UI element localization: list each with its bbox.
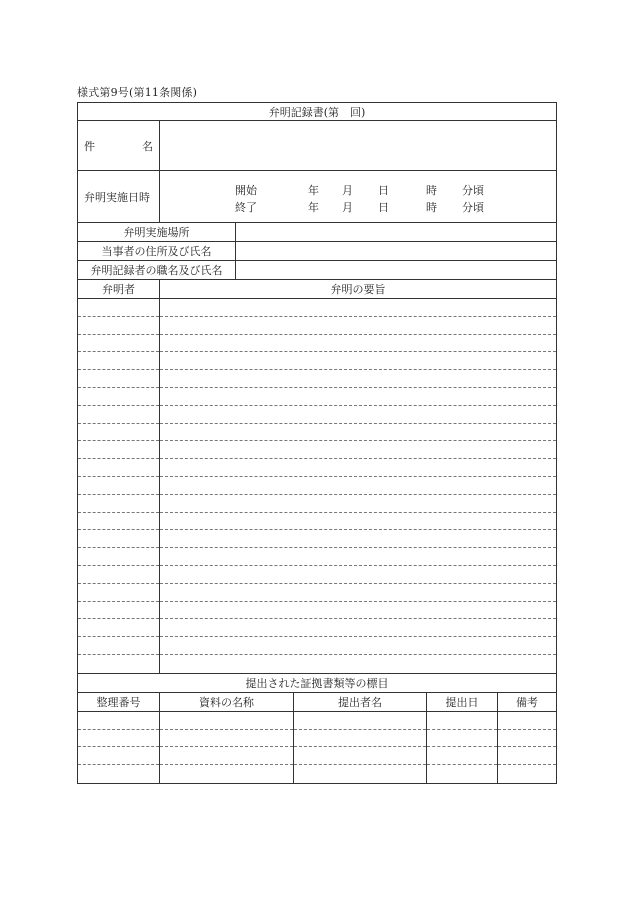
writing-line[interactable]	[160, 530, 556, 548]
writing-line[interactable]	[78, 352, 159, 370]
writing-line[interactable]	[78, 459, 159, 477]
end-month-unit: 月	[342, 201, 353, 214]
location-field[interactable]	[236, 223, 556, 241]
writing-line[interactable]	[160, 712, 293, 730]
writing-line[interactable]	[160, 730, 293, 748]
datetime-label: 弁明実施日時	[78, 171, 160, 222]
writing-line[interactable]	[160, 602, 556, 620]
location-label: 弁明実施場所	[78, 223, 236, 241]
start-year-unit: 年	[308, 184, 319, 197]
writing-line[interactable]	[427, 712, 497, 730]
writing-line[interactable]	[78, 730, 159, 748]
writing-line[interactable]	[160, 441, 556, 459]
writing-line[interactable]	[294, 712, 426, 730]
writing-line[interactable]	[160, 299, 556, 317]
subject-label	[78, 121, 160, 170]
writing-line[interactable]	[78, 765, 159, 783]
writing-line[interactable]	[78, 712, 159, 730]
recorder-label: 弁明記録者の職名及び氏名	[78, 261, 236, 279]
writing-line[interactable]	[498, 712, 556, 730]
writing-line[interactable]	[78, 619, 159, 637]
location-row	[78, 223, 556, 242]
summary-header: 弁明の要旨	[330, 283, 386, 296]
writing-line[interactable]	[160, 495, 556, 513]
writing-line[interactable]	[160, 655, 556, 673]
subject-field[interactable]	[160, 121, 556, 170]
evidence-col-submitter: 提出者名	[294, 693, 427, 711]
evidence-title: 提出された証拠書類等の標目	[78, 674, 556, 693]
writing-line[interactable]	[78, 424, 159, 442]
recorder-field[interactable]	[236, 261, 556, 279]
writing-line[interactable]	[78, 548, 159, 566]
evidence-header-row	[78, 693, 556, 712]
summary-column[interactable]	[160, 299, 556, 673]
statement-header-row	[78, 280, 556, 299]
evidence-col-date: 提出日	[427, 693, 498, 711]
evidence-col-number: 整理番号	[78, 693, 160, 711]
writing-line[interactable]	[78, 655, 159, 673]
writing-line[interactable]	[78, 299, 159, 317]
writing-line[interactable]	[78, 335, 159, 353]
writing-line[interactable]	[498, 765, 556, 783]
end-hour-unit: 時	[426, 201, 437, 214]
writing-line[interactable]	[78, 370, 159, 388]
end-minute-unit: 分頃	[462, 201, 484, 214]
writing-line[interactable]	[427, 747, 497, 765]
writing-line[interactable]	[78, 388, 159, 406]
writing-line[interactable]	[78, 530, 159, 548]
writing-line[interactable]	[78, 513, 159, 531]
speaker-header: 弁明者	[78, 280, 160, 298]
party-field[interactable]	[236, 242, 556, 260]
writing-line[interactable]	[78, 477, 159, 495]
writing-line[interactable]	[78, 406, 159, 424]
writing-line[interactable]	[78, 317, 159, 335]
writing-line[interactable]	[78, 566, 159, 584]
start-label: 開始	[235, 184, 257, 197]
start-day-unit: 日	[378, 184, 389, 197]
writing-line[interactable]	[160, 424, 556, 442]
subject-label-right: 名	[142, 139, 153, 153]
evidence-remarks-column[interactable]	[498, 712, 556, 783]
statement-lines	[78, 299, 556, 674]
end-label: 終了	[235, 201, 257, 214]
subject-label-left: 件	[84, 139, 95, 153]
writing-line[interactable]	[160, 477, 556, 495]
end-day-unit: 日	[378, 201, 389, 214]
writing-line[interactable]	[160, 513, 556, 531]
writing-line[interactable]	[160, 637, 556, 655]
start-month-unit: 月	[342, 184, 353, 197]
start-hour-unit: 時	[426, 184, 437, 197]
writing-line[interactable]	[498, 730, 556, 748]
subject-row	[78, 121, 556, 171]
writing-line[interactable]	[160, 406, 556, 424]
writing-line[interactable]	[427, 765, 497, 783]
evidence-name-column[interactable]	[160, 712, 294, 783]
writing-line[interactable]	[160, 548, 556, 566]
party-label: 当事者の住所及び氏名	[78, 242, 236, 260]
speaker-column[interactable]	[78, 299, 160, 673]
writing-line[interactable]	[427, 730, 497, 748]
evidence-col-name: 資料の名称	[160, 693, 294, 711]
writing-line[interactable]	[78, 495, 159, 513]
evidence-date-column[interactable]	[427, 712, 498, 783]
writing-line[interactable]	[160, 317, 556, 335]
datetime-field[interactable]	[160, 171, 556, 222]
evidence-submitter-column[interactable]	[294, 712, 427, 783]
writing-line[interactable]	[160, 747, 293, 765]
evidence-lines	[78, 712, 556, 784]
writing-line[interactable]	[498, 747, 556, 765]
writing-line[interactable]	[78, 637, 159, 655]
writing-line[interactable]	[78, 584, 159, 602]
end-year-unit: 年	[308, 201, 319, 214]
writing-line[interactable]	[160, 566, 556, 584]
writing-line[interactable]	[294, 747, 426, 765]
recorder-row	[78, 261, 556, 280]
writing-line[interactable]	[78, 602, 159, 620]
form-code: 様式第9号(第11条関係)	[77, 86, 198, 99]
evidence-number-column[interactable]	[78, 712, 160, 783]
writing-line[interactable]	[160, 370, 556, 388]
writing-line[interactable]	[160, 335, 556, 353]
evidence-col-remarks: 備考	[516, 695, 538, 709]
writing-line[interactable]	[294, 730, 426, 748]
datetime-row	[78, 171, 556, 223]
writing-line[interactable]	[78, 441, 159, 459]
writing-line[interactable]	[160, 765, 293, 783]
writing-line[interactable]	[160, 459, 556, 477]
writing-line[interactable]	[294, 765, 426, 783]
writing-line[interactable]	[160, 388, 556, 406]
party-row	[78, 242, 556, 261]
explanation-record-form	[77, 102, 557, 784]
writing-line[interactable]	[78, 747, 159, 765]
start-minute-unit: 分頃	[462, 184, 484, 197]
writing-line[interactable]	[160, 619, 556, 637]
writing-line[interactable]	[160, 352, 556, 370]
form-title: 弁明記録書(第 回)	[78, 103, 556, 121]
writing-line[interactable]	[160, 584, 556, 602]
